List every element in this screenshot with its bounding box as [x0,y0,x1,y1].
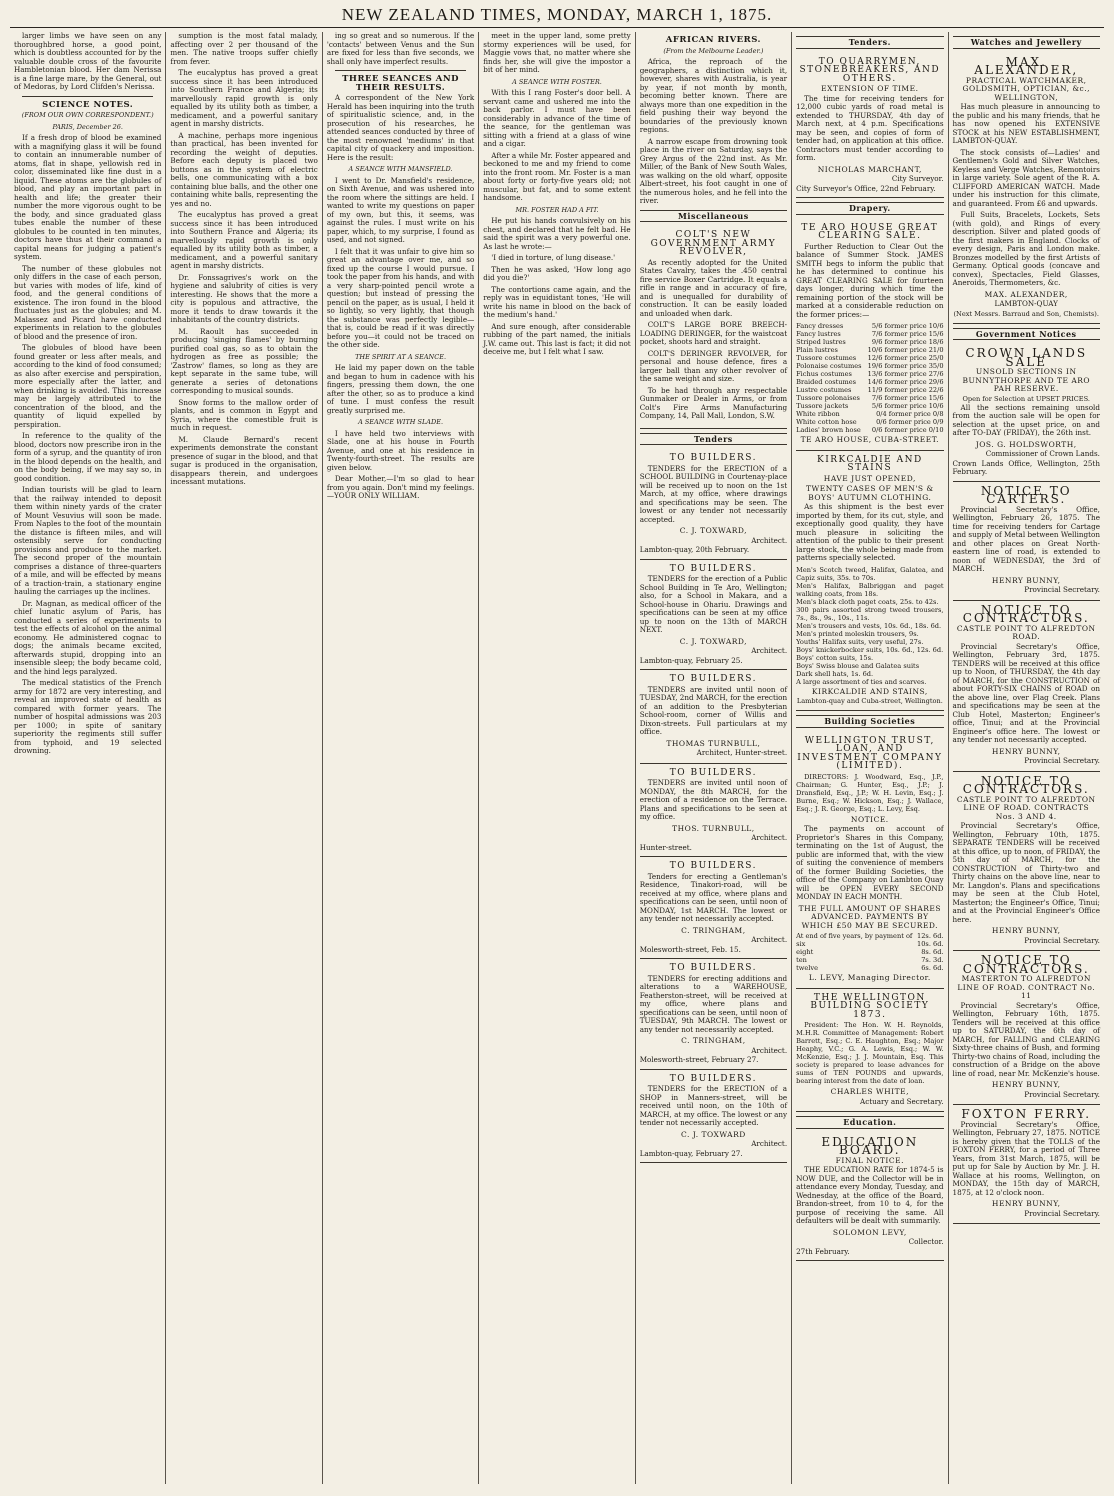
advert-address: LAMBTON-QUAY [994,299,1058,308]
article-text: larger limbs we have seen on any thoroughbred horse, a good point, which is doubtless accounted for by the valuable double cross of the favourite Hambletonian blood. Her dam Nerissa is a fine large mare, by the General, out of Medoras, by Lord Clifden's Nerissa. [14,32,162,91]
price-row [796,330,943,338]
item-price: 0/4 former price 0/8 [876,410,944,418]
article-text: If a fresh drop of blood be examined with a magnifying glass it will be found to contain an innumerable number of atoms, flat in shape, yellowish red in color, disseminated like fine dust in a liquid. These atoms are the globules of blood, and play an important part in health and life; the greater their number the more vigorous ought to be the body, and since graduated glass tubes enable the number of these globules to be counted in ten minutes, doctors have thus at their command a capital means for judging a patient's system. [14,133,162,261]
classified-band: Education. [796,1116,943,1129]
article-text: The medical statistics of the French army for 1872 are very interesting, and reveal an improved state of health as compared with former years. The number of hospital admissions was 203 per 1000; in spite of sanitary superiority the regiments still suffer from typhoid, and 19 selected drowning. [14,678,162,755]
advert-text: Full Suits, Bracelets, Lockets, Sets (with gold), and Rings of every description. Silver and plated goods of the first makers in England. Clocks of every design, Paris and London make. Bronzes modelled by the first Artists of Germany. Optical goods (concave and convex), Spectacles, Field Glasses, Aneroids, Thermometers, &c. [952,210,1100,287]
advert-title: COLT'S NEW GOVERNMENT ARMY REVOLVER, [650,230,777,257]
advert-date: Hunter-street. [639,842,692,852]
advert-text: TENDERS for erecting additions and alterations to a WAREHOUSE, Featherston-street, will be received at my office, where plans and specifications can be seen, until noon of TUESDAY, 9th MARCH. The lowest or any tender not necessarily accepted. [639,973,788,1034]
article-text: He put his hands convulsively on his chest, and declared that he felt bad. He said the spirit was a very powerful one. As last he wrote:— [483,216,631,251]
article-text: A correspondent of the New York Herald has been inquiring into the truth of spiritualistic science, and, in the prosecution of his researches, he attended seances conducted by three of the most renowned 'mediums' in that capital city of quackery and imposition. Here is the result: [326,93,475,162]
advert-text: The stock consists of—Ladies' and Gentlemen's Gold and Silver Watches, Keyless and Verge Watches, Remontoirs in large variety. Sole agent of the R. A. CLIFFORD AMERICAN WATCH. Made under his instruction for this climate, and guaranteed. From £6 and upwards. [952,147,1100,208]
advert-title: EDUCATION BOARD. [821,1134,919,1157]
list-item: A large assortment of ties and scarves. [796,677,927,686]
advert-colt [640,226,787,429]
advert-text: President: The Hon. W. H. Reynolds, M.H.R. Committee of Management: Robert Barrett, Esq.; C. E. Haughton, Esq.; Major Heaphy, V.C.; G. A. Lewis, Esq.; W. W. McKenzie, Esq.; J. J. Mountain, Esq. This society is prepared to lease advances for sums of TEN POUNDS and upwards, bearing interest from the date of loan. [796,1021,944,1085]
item-price: 10/6 former price 21/0 [867,346,944,354]
advert-title: TO BUILDERS. [669,1073,758,1084]
price-row [796,418,943,426]
advert-role: Actuary and Secretary. [860,1096,944,1106]
price-list [796,322,943,434]
item-price: 7/6 former price 15/6 [871,330,944,338]
article-text: I have held two interviews with Slade, one at his house in Fourth Avenue, and one at his residence in Twenty-fourth-street. The results are given below. [326,428,475,472]
article-text: He laid my paper down on the table and began to hum in cadence with his fingers, pressing them down, the one after the other, so as to produce a kind of tune. I must confess the result greatly surprised me. [326,363,475,415]
list-item: Boys' cotton suits, 15s. [796,653,874,662]
advert-tender [640,449,787,560]
advert-date: Molesworth-street, February 27. [639,1055,759,1064]
advert-title: THE WELLINGTON BUILDING SOCIETY 1873. [810,992,930,1020]
advert-role: Provincial Secretary. [1024,935,1100,945]
list-item: Men's Scotch tweed, Halifax, Galatea, and Capiz suits, 35s. to 70s. [796,565,944,582]
price-row [796,354,943,362]
price-row [796,394,943,402]
advert-subtitle: TWENTY CASES OF MEN'S & BOYS' AUTUMN CLOTHING. [806,484,934,502]
article-text: The contortions came again, and the reply was in equidistant tones, 'He will write his name in blood on the back of the medium's hand.' [483,284,631,319]
item-price: 5/6 former price 10/6 [871,402,944,410]
item-name: White ribbon [796,410,840,418]
item-name: Polonaise costumes [796,362,862,370]
article-text: The number of these globules not only differs in the case of each person, but varies with modes of life, kind of food, and the general conditions of existence. The iron found in the blood fluctuates just as the globules; and M. Malassez and Picard have conducted experiments in relation to the globules of blood and the presence of iron. [14,263,162,341]
advert-signature: HENRY BUNNY, [991,746,1061,756]
price-row [796,402,943,410]
advert-title: NOTICE TO CONTRACTORS. [962,773,1090,796]
advert-role: Architect. [751,646,788,655]
subheading: A SEANCE WITH SLADE. [358,418,444,426]
advert-signature: NICHOLAS MARCHANT, [817,164,922,174]
list-item: Men's Halifax, Balbriggan and paget walking coats, from 18s. [796,581,944,598]
article-text: In reference to the quality of the blood, doctors now prescribe iron in the form of a syrup, and the quantity of iron in the blood depends on the health, and on the body being, if we may say so, in good condition. [14,431,162,483]
advert-role: Architect. [751,535,788,545]
advert-subtitle: UNSOLD SECTIONS IN BUNNYTHORPE AND TE ARO PAH RESERVE. [962,367,1091,393]
advert-signature: HENRY BUNNY, [991,926,1061,935]
item-name: White cotton hose [796,418,857,426]
advert-subtitle: CASTLE POINT TO ALFREDTON LINE OF ROAD. CONTRACTS Nos. 3 AND 4. [956,794,1096,821]
advert-title: FOXTON FERRY. [961,1107,1092,1121]
article-text: Dear Mother,—I'm so glad to hear from you again. Don't mind my feelings.—YOUR ONLY WILLIAM. [326,474,475,500]
advert-signature: C. J. TOXWARD, [679,636,748,646]
column-7 [949,32,1104,1484]
rate-row [796,940,943,948]
advert-signature: CHARLES WHITE, [830,1087,910,1096]
item-name: Braided costumes [796,378,857,386]
article-text: I went to Dr. Mansfield's residence, on Sixth Avenue, and was ushered into the room where the sittings are held. I wanted to write my questions on paper of my own, but this, it seems, was against the rules. I must write on his paper, which, to my surprise, I found as used, and not signed. [326,175,475,244]
item-list [796,566,943,686]
section-title: SCIENCE NOTES. [42,99,134,110]
advert-government-notice [953,482,1100,601]
advert-title: TO BUILDERS. [669,453,758,463]
advert-text: TENDERS are invited until noon of MONDAY, the 8th MARCH, for the erection of a residence on the Terrace. Plans and specifications to be seen at my office. [639,778,788,821]
dateline: PARIS, December 26. [52,122,123,131]
classified-band: Government Notices [953,328,1100,341]
advert-text: Provincial Secretary's Office, Wellington, February 10th, 1875. SEPARATE TENDERS will be received at this office, up to noon, of FRIDAY, the 5th day of MARCH, for the CONSTRUCTION of Thirty-two and Thirty chains on the above line, near to Mr. Langdon's. Plans and specifications may be seen at the Club Hotel, Masterton; the Engineer's Office, Tinui; and at the Provincial Engineer's Office here. [952,821,1100,924]
divider [335,70,466,71]
advert-tender [640,857,787,959]
advert-role: Provincial Secretary. [1024,585,1100,594]
article-text: M. Claude Bernard's recent experiments demonstrate the constant presence of sugar in the blood, and that sugar is produced in the organisation, disappears therein, and undergoes incessant mutations. [170,434,318,486]
advert-crown-lands [953,344,1100,482]
rate-term: ten [796,956,807,964]
divider [22,96,153,97]
advert-signature: HENRY BUNNY, [991,1199,1061,1208]
advert-signature: C. TRINGHAM, [681,1036,746,1045]
article-text: A narrow escape from drowning took place in the river on Saturday, says the Grey Argus of the 22nd inst. As Mr. Miller, of the Bank of New South Wales, was walking on the old wharf, opposite Albert-street, his foot caught in one of the numerous holes, and he fell into the river. [639,136,788,205]
advert-signature: THOS. TURNBULL, [672,823,755,833]
advert-role: Provincial Secretary. [1024,1089,1100,1099]
advert-role: City Surveyor. [891,174,944,183]
tenders-list [640,449,787,1163]
advert-title: TO BUILDERS. [669,767,758,778]
advert-government-notice [953,951,1100,1105]
advert-tender [640,764,787,858]
advert-signature: HENRY BUNNY, [991,1080,1061,1089]
item-name: Fichus costumes [796,370,852,378]
advert-text: All the sections remaining unsold from the auction sale will be open for selection at the upset price, on and after TO-DAY (FRIDAY), the 26th inst. [952,402,1100,437]
article-text: The eucalyptus has proved a great success since it has been introduced into Southern France and Algeria; its marvellously rapid growth is only equalled by its utility both as timber, a medicament, and a powerful sanitary agent in marshy districts. [170,68,318,128]
price-row [796,378,943,386]
advert-tender [640,959,787,1070]
item-price: 9/6 former price 18/6 [871,338,944,346]
section-title: AFRICAN RIVERS. [665,35,762,45]
advert-role: Commissioner of Crown Lands. [985,449,1100,458]
advert-subtitle: FINAL NOTICE. [835,1155,904,1165]
advert-text: Provincial Secretary's Office, Wellington, February 27, 1875. NOTICE is hereby given that the TOLLS of the FOXTON FERRY, for a period of Three Years, from 31st March, 1875, will be put up for Sale by Auction by Mr. J. H. Wallace at his rooms, Wellington, on MONDAY, the 15th day of MARCH, 1875, at 12 o'clock noon. [952,1119,1100,1197]
advert-role: Architect. [751,1139,788,1148]
subheading: A SEANCE WITH MANSFIELD. [348,165,453,173]
advert-text: To be had through any respectable Gunmaker or Dealer in Arms, or from Colt's Fire Arms Manufacturing Company, 14, Pall Mall, London, S.W. [639,385,788,420]
advert-signature: THOMAS TURNBULL, [666,738,761,748]
advert-date: Molesworth-street, Feb. 15. [639,944,741,954]
column-3 [323,32,479,1484]
advert-signature: C. TRINGHAM, [681,925,746,935]
advert-tender [640,1070,787,1164]
advert-subtitle: THE FULL AMOUNT OF SHARES ADVANCED. PAYMENTS BY WHICH £50 MAY BE SECURED. [798,903,942,930]
advert-date: Lambton-quay, February 25. [639,655,743,665]
rate-amount: 6s. 6d. [921,964,944,972]
advert-title: WELLINGTON TRUST, LOAN, AND INVESTMENT COMPANY (LIMITED). [797,735,943,771]
advert-date: Crown Lands Office, Wellington, 25th February. [952,458,1100,476]
rate-amount: 12s. 6d. [917,932,944,940]
item-price: 5/6 former price 10/6 [871,322,944,330]
advert-title: TO BUILDERS. [669,563,758,574]
list-item: 300 pairs assorted strong tweed trousers, 7s., 8s., 9s., 10s., 11s. [796,605,944,622]
item-price: 0/6 former price 0/9 [876,418,944,426]
advert-role: Collector. [908,1237,944,1246]
advert-text: THE EDUCATION RATE for 1874-5 is NOW DUE, and the Collector will be in attendance every Monday, Tuesday, and Wednesday, at the office of the Board, Brandon-street, from 10 to 4, for the purpose of receiving the same. All defaulters will be dealt with summarily. [796,1165,944,1225]
advert-text: TENDERS for the ERECTION of a SHOP in Manners-street, will be received until noon, on the 10th of MARCH, at my office. The lowest or any tender not necessarily accepted. [639,1084,788,1127]
rate-amount: 10s. 6d. [917,940,944,948]
advert-text: Has much pleasure in announcing to the public and his many friends, that he has now opened his EXTENSIVE STOCK at his NEW ESTABLISHMENT, LAMBTON-QUAY. [952,102,1100,145]
classified-band: Miscellaneous [640,210,787,223]
advert-subtitle: EXTENSION OF TIME. [821,84,919,93]
item-price: 13/6 former price 27/6 [867,370,944,378]
price-row [796,410,943,418]
list-item: Men's black cloth paget coats, 25s. to 42s. [796,597,939,606]
article-text: ing so great and so numerous. If the 'contacts' between Venus and the Sun are fixed for less than five seconds, we shall only have imperfect results. [326,32,475,66]
article-text: A machine, perhaps more ingenious than practical, has been invented for recording the weight of deputies. Before each deputy is placed two buttons as in the system of electric bells, one communicating with a box containing blue balls, and the other one containing white balls, representing the yes and no. [170,130,318,208]
advert-text: TENDERS are invited until noon of TUESDAY, 2nd MARCH, for the erection of an addition to the Presbyterian School-room, corner of Willis and Dixon-streets. Full particulars at my office. [639,684,788,736]
advert-address: Lambton-quay and Cuba-street, Wellington. [796,697,943,705]
column-5 [636,32,792,1484]
advert-subtitle: MASTERTON TO ALFREDTON LINE OF ROAD. CONTRACT No. 11 [957,974,1096,1000]
item-price: 11/9 former price 22/6 [867,386,944,394]
article-text: M. Raoult has succeeded in producing 'singing flames' by burning purified coal gas, so as to obtain the hydrogen as free as possible; the 'Zastrow' flames, so long as they are kept separate in the same tube, will generate a series of detonations corresponding to musical sounds. [170,326,318,395]
subheading: MR. FOSTER HAD A FIT. [515,205,599,214]
list-item: Men's printed moleskin trousers, 9s. [796,629,919,638]
advert-signature: SOLOMON LEVY, [832,1227,907,1237]
article-text: With this I rang Foster's door bell. A servant came and ushered me into the back parlor. I must have been considerably in advance of the time of the seance, for the gentleman was sitting with a friend at a glass of wine and a cigar. [483,88,631,148]
advert-signature: TE ARO HOUSE, CUBA-STREET. [800,435,940,444]
advert-title: NOTICE TO CONTRACTORS. [962,602,1090,625]
advert-signature: C. J. TOXWARD [681,1129,746,1139]
item-price: 0/6 former price 0/10 [871,426,944,434]
advert-subtitle: CASTLE POINT TO ALFREDTON ROAD. [956,623,1096,641]
classified-band: Building Societies [796,715,943,728]
article-text: sumption is the most fatal malady, affecting over 2 per thousand of the men. The native troops suffer chiefly from fever. [170,32,318,66]
newspaper-page [10,6,1104,1484]
price-row [796,386,943,394]
advert-title: MAX. ALEXANDER, [974,54,1079,77]
advert-title: CROWN LANDS SALE [965,346,1088,369]
advert-signature: MAX. ALEXANDER, [984,289,1068,299]
price-row [796,322,943,330]
item-name: Tussore costumes [796,354,857,362]
subheading: A SEANCE WITH FOSTER. [512,77,602,86]
advert-subtitle: NOTICE. [850,814,889,824]
item-name: Striped lustres [796,338,846,346]
advert-title: TO QUARRYMEN, STONEBREAKERS, AND OTHERS. [799,56,941,84]
price-row [796,370,943,378]
advert-text: The payments on account of Proprietor's Shares in this Company, terminating on the 1st of August, the public are informed that, with the view of suiting the convenience of members of the former Building Societies, the office of the Company on Lambton Quay will be OPEN EVERY SECOND MONDAY IN EACH MONTH. [796,824,944,901]
advert-subtitle: Open for Selection at UPSET PRICES. [962,394,1090,403]
advert-text: Provincial Secretary's Office, Wellington, February 3rd, 1875. TENDERS will be received at this office up to Noon, of THURSDAY, the 4th day of MARCH, for the CONSTRUCTION of about FORTY-SIX CHAINS of ROAD on the above line, over Flag Creek. Plans and specifications may be seen at the Club Hotel, Masterton; Engineer's office, Tinui; and at the Provincial Engineer's office here. The lowest or any tender not necessarily accepted. [952,641,1100,744]
advert-max-alexander [953,53,1100,324]
item-name: Tussore polonaises [796,394,860,402]
section-byline: (FROM OUR OWN CORRESPONDENT.) [21,111,154,119]
rate-row [796,932,943,940]
rate-row [796,956,943,964]
advert-tender [640,670,787,764]
list-item: Boys' knickerbocker suits, 10s. 6d., 12s. 6d. [796,645,944,654]
rate-term: six [796,940,806,948]
item-price: 19/6 former price 35/0 [867,362,944,370]
advert-text: TENDERS for the ERECTION of a SCHOOL BUILDING in Courtenay-place will be received up to noon on the 1st March, at my office, where drawings and specifications may be seen. The lowest or any tender not necessarily accepted. [639,463,788,524]
advert-subtitle: PRACTICAL WATCHMAKER, GOLDSMITH, OPTICIAN, &c., WELLINGTON, [962,75,1090,102]
article-text: I felt that it was unfair to give him so great an advantage over me, and so fixed up the course I would pursue. I took the paper from his hands, and with a very sharp-pointed pencil wrote a question; but instead of pressing the pencil on the paper, as is usual, I held it so lightly, so very lightly, that though the substance was perfectly legible—that is, could be read if it was directly before you—it could not be traced on the other side. [326,246,475,349]
advert-role: Architect. [751,935,788,944]
item-name: Ladies' brown hose [796,426,861,434]
advert-tender [640,560,787,671]
advert-title: NOTICE TO CONTRACTORS. [962,953,1090,976]
advert-date: City Surveyor's Office, 22nd February. [796,183,936,193]
advert-title: TE ARO HOUSE GREAT CLEARING SALE. [801,222,939,241]
rate-amount: 7s. 3d. [921,956,944,964]
advert-text: As this shipment is the best ever imported by them, for its cut, style, and exceptionally good quality, they have much pleasure in soliciting the attention of the public to their present large stock, the whole being made from patterns specially selected. [796,502,944,562]
section-byline: (From the Melbourne Leader.) [663,46,764,55]
article-text: After a while Mr. Foster appeared and beckoned to me and my friend to come into the front room. Mr. Foster is a man about forty or forty-five years old; not muscular, but fat, and to some extent handsome. [483,150,631,202]
advert-text: COLT'S LARGE BORE BREECH-LOADING DERINGER, for the waistcoat pocket, shoots hard and straight. [639,320,788,346]
advert-title: KIRKCALDIE AND STAINS [816,454,923,473]
subheading: THE SPIRIT AT A SEANCE. [355,352,447,361]
advert-date: Lambton-quay, February 27. [639,1148,743,1158]
article-text: Then he was asked, 'How long ago did you die?' [483,264,631,282]
advert-directors: DIRECTORS: J. Woodward, Esq., J.P., Chairman; G. Hunter, Esq., J.P.; J. Dransfield, Esq., J.P.; W. H. Levin, Esq.; J. Burne, Esq.; W. Hickson, Esq.; J. Wallace, Esq.; J. R. George, Esq.; L. Levy, Esq. [796,772,944,813]
list-item: Youths' Halifax suits, very useful, 27s. [796,637,924,646]
list-item: Men's trousers and vests, 10s. 6d., 18s. 6d. [796,621,942,630]
advert-title: NOTICE TO CARTERS. [980,483,1072,506]
advert-signature: C. J. TOXWARD, [679,526,748,535]
rate-amount: 8s. 6d. [921,948,944,956]
masthead: NEW ZEALAND TIMES, MONDAY, MARCH 1, 1875. [10,6,1104,28]
advert-government-notice [953,1105,1100,1224]
advert-address: (Next Messrs. Barraud and Son, Chemists). [953,309,1099,318]
advert-government-notice [953,772,1100,952]
advert-text: Further Reduction to Clear Out the balance of Summer Stock. JAMES SMITH begs to inform the public that he has determined to continue his GREAT CLEARING SALE for fourteen days longer, during which time the remaining portion of the stock will be marked at a considerable reduction on the former prices:— [796,241,944,319]
section-title: THREE SEANCES AND THEIR RESULTS. [342,74,459,93]
article-text: Africa, the reproach of the geographers, a distinction which it, however, shares with Australia, is year by year, if not month by month, becoming better known. There are always more than one expedition in the field pushing their way beyond the boundaries of the previously known regions. [639,57,788,134]
advert-text: COLT'S DERINGER REVOLVER, for personal and house defence, fires a larger ball than any other revolver of the same weight and size. [639,348,788,383]
list-item: Dark shell hats, 1s. 6d. [796,669,874,678]
price-row [796,346,943,354]
advert-text: As recently adopted for the United States Cavalry, takes the .450 central fire service Boxer Cartridge. It equals a rifle in range and in accuracy of fire, and is unequalled for durability of construction. It can be easily loaded and unloaded when dark. [639,257,788,318]
column-1 [10,32,166,1484]
advert-signature: HENRY BUNNY, [991,575,1061,585]
item-name: Tussore jackets [796,402,849,410]
advert-education-board [796,1133,943,1262]
advert-text: Tenders for erecting a Gentleman's Residence, Tinakori-road, will be received at my office, where plans and specifications can be seen, until noon of MONDAY, 1st MARCH. The lowest or any tender not necessarily accepted. [639,871,788,923]
classified-band: Tenders [640,433,787,446]
article-text: Snow forms to the mallow order of plants, and is common in Egypt and Syria, where the comestible fruit is much in request. [170,397,318,432]
advert-quarrymen [796,53,943,199]
advert-subtitle: HAVE JUST OPENED, [823,473,916,483]
rate-row [796,948,943,956]
article-text: meet in the upper land, some pretty stormy experiences will be used, for Maggie vows that, no matter where she finds her, she will give the impostor a bit of her mind. [483,32,631,74]
advert-text: Provincial Secretary's Office, Wellington, February 26, 1875. The time for receiving tenders for Cartage and supply of Metal between Wellington and other places on Great North-eastern line of road, is extended to noon of WEDNESDAY, the 3rd of MARCH. [952,504,1100,573]
list-item: Boys' Swiss blouse and Galatea suits [796,661,920,670]
advert-government-notice [953,601,1100,772]
article-text: Dr. Fonssagrives's work on the hygiene and salubrity of cities is very interesting. He shows that the more a city is populous and attractive, the more it tends to draw towards it the inhabitants of the country districts. [170,272,318,324]
rate-term: twelve [796,964,819,972]
advert-title: TO BUILDERS. [669,674,758,684]
article-text: Dr. Magnan, as medical officer of the chief lunatic asylum of Paris, has conducted a series of experiments to test the effects of alcohol on the animal economy. He administered cognac to dogs; the animals became excited, afterwards stupid, dropping into an insensible sleep; the body became cold, and the hind legs paralyzed. [14,598,162,676]
classified-band: Tenders. [796,36,943,49]
rate-term: eight [796,948,814,956]
item-price: 14/6 former price 29/6 [867,378,944,386]
advert-te-aro-house [796,219,943,451]
advert-signature: KIRKCALDIE AND STAINS, [811,686,928,696]
advert-role: Provincial Secretary. [1024,1208,1100,1218]
advert-text: The time for receiving tenders for 12,000 cubic yards of road metal is extended to THURSDAY, 4th day of March next, at 4 p.m. Specifications may be seen, and copies of form of tender had, on application at this office. Contractors must tender according to form. [796,93,944,162]
classified-band: Drapery. [796,202,943,215]
column-4 [479,32,635,1484]
item-name: Fancy dresses [796,322,844,330]
article-text: And sure enough, after considerable rubbing of the part named, the initials J.W. came out. This last is fact; it did not deceive me, but I felt what I saw. [483,321,631,356]
price-row [796,426,943,434]
classified-band: Watches and Jewellery [953,36,1100,49]
article-text: Indian tourists will be glad to learn that the railway intended to deposit them within ninety yards of the crater of Mount Vesuvius will soon be made. From Naples to the foot of the mountain the distance is fifteen miles, and will ostensibly serve for conducting provisions and produce to the market. The second proper of the mountain comprises a distance of three-quarters of a mile, and will be effected by means of a traction-train, a stationary engine hauling the carriages up the inclines. [14,485,162,596]
advert-date: Lambton-quay, 20th February. [639,545,750,554]
column-2 [166,32,322,1484]
item-name: Lustre costumes [796,386,852,394]
advert-signature: L. LEVY, Managing Director. [808,973,931,982]
advert-kirkcaldie [796,451,943,712]
advert-title: TO BUILDERS. [669,861,758,871]
advert-text: TENDERS for the erection of a Public School Building in Te Aro, Wellington; also, for a School in Makara, and a School-house in Ohariu. Drawings and specifications can be seen at my office up to noon on the 13th of MARCH NEXT. [639,574,788,634]
item-price: 7/6 former price 15/6 [871,394,944,402]
advert-role: Architect. [751,1045,788,1055]
item-name: Fancy lustres [796,330,841,338]
advert-text: Provincial Secretary's Office, Wellington, February 16th, 1875. Tenders will be received at this office up to SATURDAY, the 6th day of MARCH, for FALLING and CLEARING Sixty-three chains of Bush, and forming Thirty-two chains of Road, including the construction of a Bridge on the above line of road, near Mr. McKenzie's house. [952,1000,1100,1078]
article-text: The eucalyptus has proved a great success since it has been introduced into Southern France and Algeria; its marvellously rapid growth is only equalled by its utility both as timber, a medicament, and a powerful sanitary agent in marshy districts. [170,210,318,270]
advert-signature: JOS. G. HOLDSWORTH, [975,439,1077,449]
rate-row [796,964,943,972]
article-text: 'I died in torture, of lung disease.' [491,253,616,262]
price-row [796,362,943,370]
advert-trust-loan [796,732,943,989]
advert-title: TO BUILDERS. [669,963,758,973]
advert-role: Architect, Hunter-street. [696,748,788,757]
column-6 [792,32,948,1484]
item-name: Plain lustres [796,346,838,354]
rate-term: At end of five years, by payment of [796,932,913,940]
government-notices-list [953,482,1100,1225]
advert-building-society [796,989,943,1113]
article-text: The globules of blood have been found greater or less after meals, and according to the kind of food consumed; as also after exercise and perspiration, more especially after the latter, and when drinking is avoided. This increase may be largely attributed to the concentration of the blood, and the quantity of liquid expelled by perspiration. [14,343,162,429]
advert-role: Provincial Secretary. [1024,756,1100,765]
item-price: 12/6 former price 25/0 [867,354,944,362]
price-row [796,338,943,346]
advert-date: 27th February. [796,1246,850,1256]
rates-list [796,932,943,972]
columns [10,32,1104,1484]
advert-role: Architect. [751,833,788,842]
